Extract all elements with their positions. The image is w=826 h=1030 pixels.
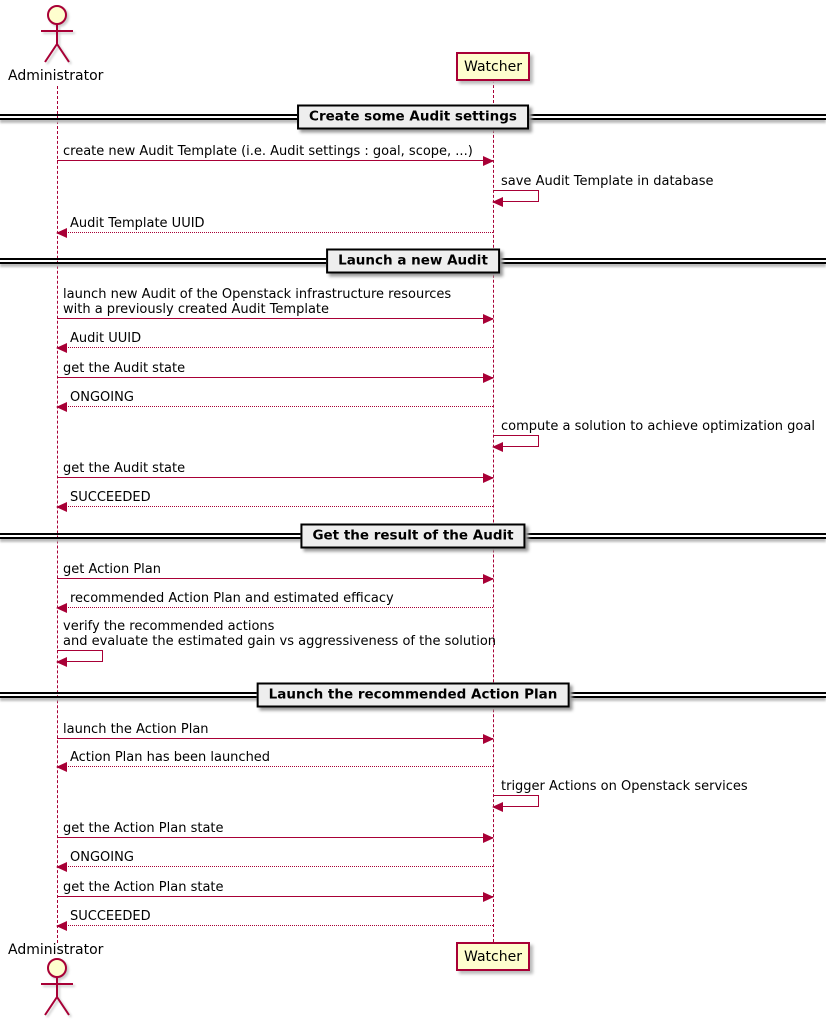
- arrowhead-left-icon: [492, 197, 503, 207]
- message-text: ONGOING: [70, 850, 134, 865]
- message-create-audit-template: [57, 144, 493, 161]
- message-text: get the Action Plan state: [63, 821, 224, 836]
- message-text: get Action Plan: [63, 562, 161, 577]
- message-text: get the Audit state: [63, 361, 186, 376]
- message-text: create new Audit Template (i.e. Audit settings : goal, scope, ...): [63, 144, 473, 159]
- message-succeeded-1: [57, 490, 493, 507]
- arrowhead-left-icon: [56, 603, 67, 613]
- message-compute-solution: [493, 419, 815, 447]
- message-text: Audit Template UUID: [70, 216, 205, 231]
- message-get-action-plan: [57, 562, 493, 579]
- message-text: compute a solution to achieve optimization goal: [501, 419, 815, 434]
- arrowhead-right-icon: [483, 574, 494, 584]
- message-text: SUCCEEDED: [70, 490, 151, 505]
- administrator-label-top: Administrator: [8, 68, 104, 84]
- arrowhead-left-icon: [56, 402, 67, 412]
- watcher-label-bottom: Watcher: [464, 948, 522, 965]
- message-text: SUCCEEDED: [70, 909, 151, 924]
- actor-icon: [37, 4, 77, 64]
- message-text-line2: and evaluate the estimated gain vs aggressiveness of the solution: [63, 634, 497, 649]
- message-succeeded-2: [57, 909, 493, 926]
- lifeline-watcher: [493, 80, 494, 942]
- message-text: Audit UUID: [70, 331, 142, 346]
- arrowhead-right-icon: [483, 156, 494, 166]
- arrowhead-right-icon: [483, 373, 494, 383]
- watcher-label-top: Watcher: [464, 58, 522, 75]
- divider-label: Get the result of the Audit: [300, 524, 525, 549]
- message-recommended-action-plan: [57, 591, 493, 608]
- message-get-audit-state-1: [57, 361, 493, 378]
- arrowhead-left-icon: [56, 343, 67, 353]
- message-text: Action Plan has been launched: [70, 750, 271, 765]
- participant-watcher-bottom: [456, 942, 530, 971]
- message-text-line2: with a previously created Audit Template: [63, 302, 330, 317]
- arrowhead-right-icon: [483, 314, 494, 324]
- message-text: get the Action Plan state: [63, 880, 224, 895]
- arrowhead-left-icon: [56, 921, 67, 931]
- arrowhead-left-icon: [56, 502, 67, 512]
- message-launch-new-audit: [57, 288, 493, 319]
- arrowhead-left-icon: [56, 862, 67, 872]
- message-audit-uuid: [57, 331, 493, 348]
- message-verify-actions: [57, 619, 496, 662]
- lifeline-administrator: [57, 86, 58, 943]
- divider-label: Launch the recommended Action Plan: [257, 683, 570, 708]
- self-message-loop: [493, 795, 539, 807]
- participant-watcher-top: [456, 52, 530, 81]
- message-get-action-plan-state-2: [57, 880, 493, 897]
- self-message-loop: [57, 650, 103, 662]
- message-action-plan-launched: [57, 750, 493, 767]
- message-trigger-actions: [493, 779, 748, 807]
- message-text-line1: verify the recommended actions: [63, 619, 275, 634]
- message-text: [63, 287, 451, 317]
- message-text: recommended Action Plan and estimated efficacy: [70, 591, 394, 606]
- message-get-audit-state-2: [57, 461, 493, 478]
- arrowhead-right-icon: [483, 734, 494, 744]
- arrowhead-left-icon: [56, 228, 67, 238]
- arrowhead-right-icon: [483, 833, 494, 843]
- arrowhead-left-icon: [492, 802, 503, 812]
- message-ongoing-1: [57, 390, 493, 407]
- message-text: trigger Actions on Openstack services: [501, 779, 748, 794]
- arrowhead-right-icon: [483, 473, 494, 483]
- arrowhead-right-icon: [483, 892, 494, 902]
- arrowhead-left-icon: [56, 762, 67, 772]
- message-audit-template-uuid: [57, 216, 493, 233]
- arrowhead-left-icon: [56, 657, 67, 667]
- message-text: ONGOING: [70, 390, 134, 405]
- message-ongoing-2: [57, 850, 493, 867]
- message-text: get the Audit state: [63, 461, 186, 476]
- message-text: launch the Action Plan: [63, 722, 209, 737]
- self-message-loop: [493, 190, 539, 202]
- message-text: [57, 619, 496, 649]
- self-message-loop: [493, 435, 539, 447]
- message-text-line1: launch new Audit of the Openstack infrastructure resources: [63, 287, 452, 302]
- divider-label: Launch a new Audit: [326, 249, 500, 274]
- administrator-label-bottom: Administrator: [8, 942, 104, 958]
- message-text: save Audit Template in database: [501, 174, 714, 189]
- actor-icon: [37, 957, 77, 1017]
- arrowhead-left-icon: [492, 442, 503, 452]
- divider-label: Create some Audit settings: [297, 105, 529, 130]
- message-launch-action-plan: [57, 722, 493, 739]
- message-get-action-plan-state-1: [57, 821, 493, 838]
- message-save-audit-template: [493, 174, 714, 202]
